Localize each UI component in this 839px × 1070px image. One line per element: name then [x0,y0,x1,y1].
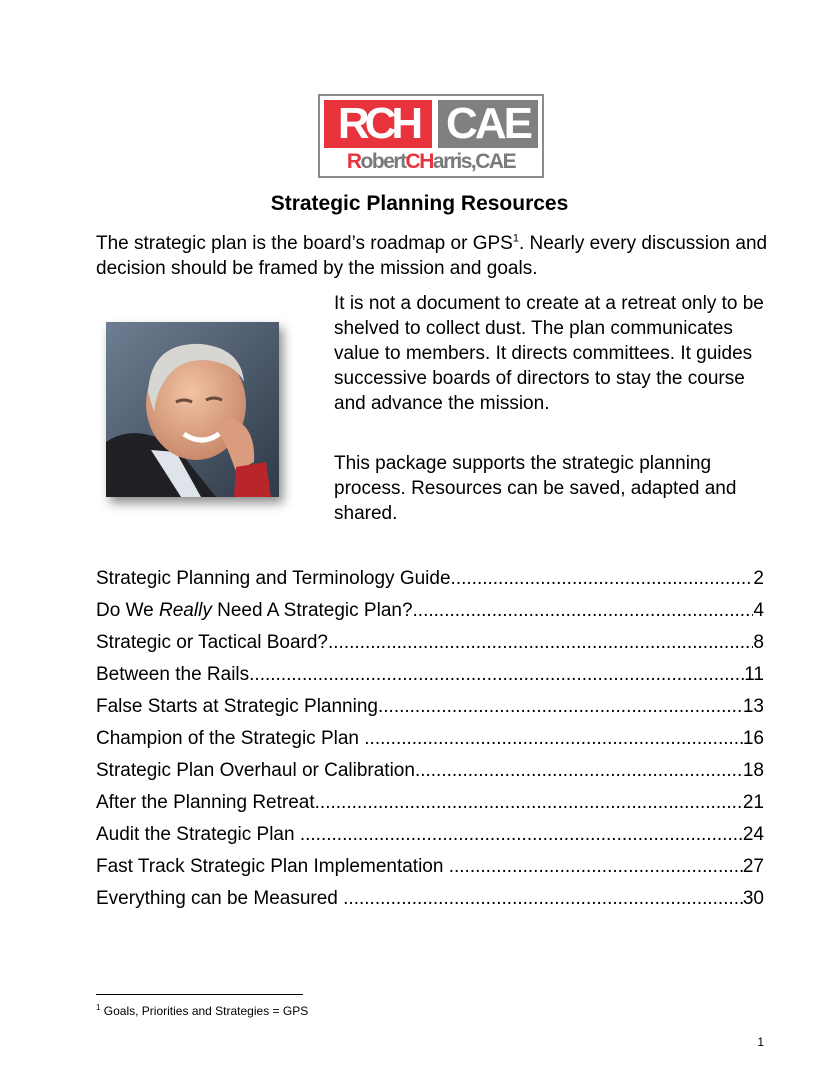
table-of-contents [96,565,764,917]
toc-dot-leader [249,661,744,689]
toc-dot-leader [300,821,743,849]
toc-dot-leader [328,629,753,657]
portrait-illustration [106,322,279,497]
toc-dot-leader [343,885,743,913]
logo-rch-mark: RCH [324,100,432,148]
footnote-mark: 1 [96,1003,101,1012]
toc-page-number: 27 [742,856,764,877]
toc-page-number: 16 [742,728,764,749]
page-title: Strategic Planning Resources [270,192,569,215]
toc-entry-title: After the Planning Retreat [96,792,315,813]
toc-entry[interactable] [96,757,764,789]
toc-entry-title: Strategic or Tactical Board? [96,632,328,653]
toc-dot-leader [451,565,754,593]
toc-entry-title: Champion of the Strategic Plan [96,728,365,749]
toc-entry[interactable] [96,821,764,853]
logo-cae-mark: CAE [438,100,538,148]
toc-page-number: 21 [742,792,764,813]
intro-text-after: . Nearly every discussion and decision should be framed by the mission and goals. [96,233,768,279]
footnote-separator [96,994,303,995]
toc-title-part: Need A Strategic Plan? [211,600,413,621]
logo-name [324,150,538,174]
toc-entry-title: Strategic Planning and Terminology Guide [96,568,451,589]
toc-entry-title: False Starts at Strategic Planning [96,696,378,717]
toc-page-number: 11 [744,664,764,685]
toc-entry[interactable] [96,565,764,597]
logo-name-part: H [419,150,433,173]
toc-entry[interactable] [96,789,764,821]
toc-entry-title: Strategic Plan Overhaul or Calibration [96,760,415,781]
body-paragraph: It is not a document to create at a retreat only to be shelved to collect dust. The plan communicates value to members. It directs committees. It guides successive boards of directors to stay the course and advance the mission. [334,293,764,414]
logo-name-part: arris,CAE [432,150,516,173]
footnote-text: Goals, Priorities and Strategies = GPS [100,1004,309,1018]
logo-name-part: obert [360,150,406,173]
toc-title-part: Do We [96,600,160,621]
toc-page-number: 18 [742,760,764,781]
toc-entry-title: Fast Track Strategic Plan Implementation [96,856,449,877]
toc-entry[interactable] [96,629,764,661]
toc-entry-title: Everything can be Measured [96,888,344,909]
rch-cae-logo [318,94,544,178]
toc-entry[interactable] [96,725,764,757]
author-portrait-photo [106,322,279,497]
toc-entry[interactable] [96,853,764,885]
toc-dot-leader [378,693,743,721]
footnote [96,1003,308,1019]
toc-page-number: 4 [753,600,764,621]
toc-title-emphasis: Really [159,600,212,621]
page-number: 1 [757,1035,764,1049]
toc-page-number: 8 [753,632,764,653]
toc-entry[interactable] [96,693,764,725]
logo-top-row [324,100,538,148]
footnote-ref: 1 [512,232,519,245]
intro-paragraph [96,231,776,281]
body-paragraph: This package supports the strategic planning process. Resources can be saved, adapted and shared. [334,453,737,524]
toc-entry-title [96,597,413,625]
intro-text: The strategic plan is the board’s roadmap or GPS [96,233,513,254]
toc-entry[interactable] [96,885,764,917]
toc-page-number: 2 [753,568,764,589]
toc-dot-leader [449,853,743,881]
toc-entry-title: Audit the Strategic Plan [96,824,300,845]
toc-dot-leader [315,789,743,817]
toc-dot-leader [413,597,754,625]
toc-dot-leader [364,725,743,753]
toc-entry[interactable] [96,661,764,693]
toc-page-number: 24 [742,824,764,845]
toc-entry-title: Between the Rails [96,664,250,685]
toc-entry[interactable] [96,597,764,629]
logo-name-part: C [405,150,420,173]
toc-page-number: 13 [742,696,764,717]
toc-dot-leader [415,757,743,785]
toc-page-number: 30 [742,888,764,909]
logo-name-part: R [346,150,361,173]
